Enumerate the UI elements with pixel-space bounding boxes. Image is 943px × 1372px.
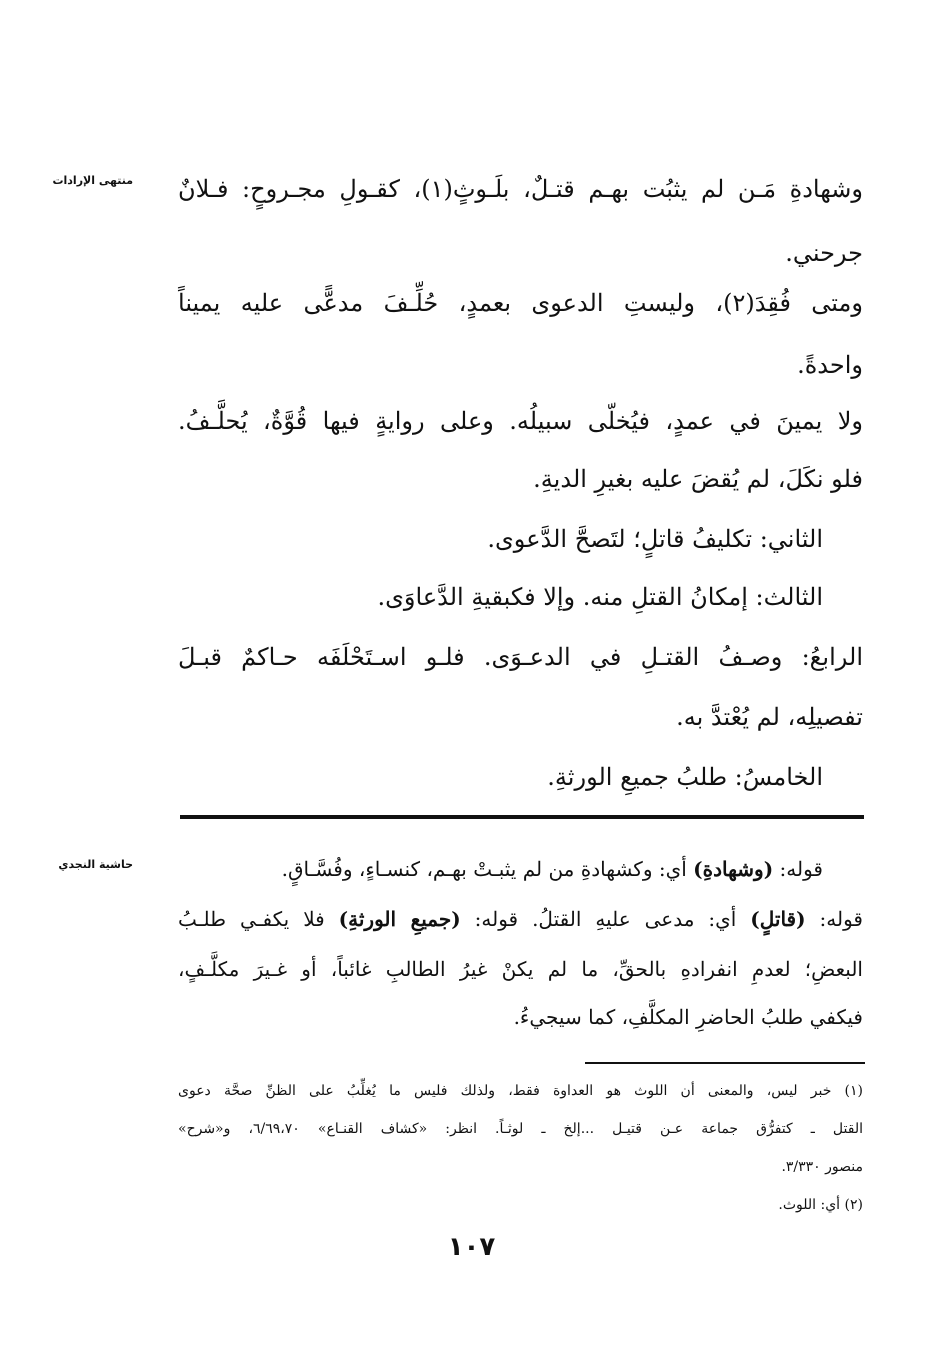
commentary-text: أي: وكشهادةِ من لم يثبـتْ بهـم، كنسـاءٍ، وفُسَّـاقٍ. (281, 857, 694, 881)
commentary-line: البعضِ؛ لعدمِ انفرادهِ بالحقِّ، ما لم يكنْ غيرُ الطالبِ غائباً، أو غـيرَ مكلَّـفٍ، (178, 957, 863, 981)
main-text-line: الثاني: تكليفُ قاتلٍ؛ لتَصحَّ الدَّعوى. (487, 525, 823, 553)
margin-label-commentary: حاشية النجدي (58, 858, 133, 871)
commentary-line (178, 902, 863, 936)
footnote-line: (١) خبر ليس، والمعنى أن اللوث هو العداوة فقط، ولذلك فليس ما يُغلِّبُ على الظنِّ صحَّة دعوى (178, 1083, 863, 1099)
footnote-line: (٢) أي: اللوث. (778, 1197, 863, 1213)
footnote-line: منصور ٣/٣٣٠. (781, 1159, 863, 1175)
main-text-line: الرابعُ: وصـفُ القتـلِ في الدعـوَى. فلـو اسـتَحْلَفَه حـاكمٌ قبـلَ (178, 643, 863, 671)
main-text-line: وشهادةِ مَـن لم يثبُت بهـم قتـلٌ، بلَـوثٍ(١)، كقـولِ مجـروحٍ: فـلانٌ (178, 175, 863, 203)
page-number: ١٠٧ (447, 1232, 496, 1262)
commentary-text: فلا يكفـي طلـبُ (178, 907, 339, 931)
footnote-line: القتل ـ كتفرُّق جماعة عـن قتيـل ...إلخ ـ لوثـاً. انظر: «كشاف القنـاع» ٦/٦٩،٧٠، و«شرح» (178, 1121, 863, 1137)
main-text-line: جرحني. (785, 239, 863, 267)
commentary-line (282, 852, 823, 886)
commentary-keyword: (جميعِ الورثةِ) (338, 907, 461, 931)
main-text-line: الخامسُ: طلبُ جميعِ الورثةِ. (547, 763, 823, 791)
footnote-divider (585, 1062, 865, 1064)
main-text-line: ولا يمينَ في عمدٍ، فيُخلّى سبيلُه. وعلى روايةٍ فيها قُوَّةٌ، يُحلَّـفُ. (178, 407, 863, 435)
main-text-line: تفصيلِه، لم يُعْتدَّ به. (676, 703, 863, 731)
main-text-line: واحدةً. (797, 351, 863, 379)
commentary-keyword: (وشهادةِ) (693, 857, 774, 881)
commentary-keyword: (قاتلٍ) (750, 907, 806, 931)
margin-label-main: منتهى الإرادات (52, 174, 133, 187)
commentary-text: أي: مدعى عليهِ القتلُ. قوله: (460, 907, 751, 931)
commentary-text: قوله: (773, 857, 823, 881)
section-divider (180, 815, 864, 819)
main-text-line: الثالث: إمكانُ القتلِ منه. وإلا فكبقيةِ الدَّعاوَى. (377, 583, 823, 611)
commentary-text: قوله: (805, 907, 863, 931)
main-text-line: ومتى فُقِدَ(٢)، وليستِ الدعوى بعمدٍ، حُلِّـفَ مدعًّى عليه يميناً (178, 289, 863, 317)
commentary-line: فيكفي طلبُ الحاضرِ المكلَّفِ، كما سيجيءُ. (513, 1005, 863, 1029)
main-text-line: فلو نكَلَ، لم يُقضَ عليه بغيرِ الديةِ. (533, 465, 863, 493)
